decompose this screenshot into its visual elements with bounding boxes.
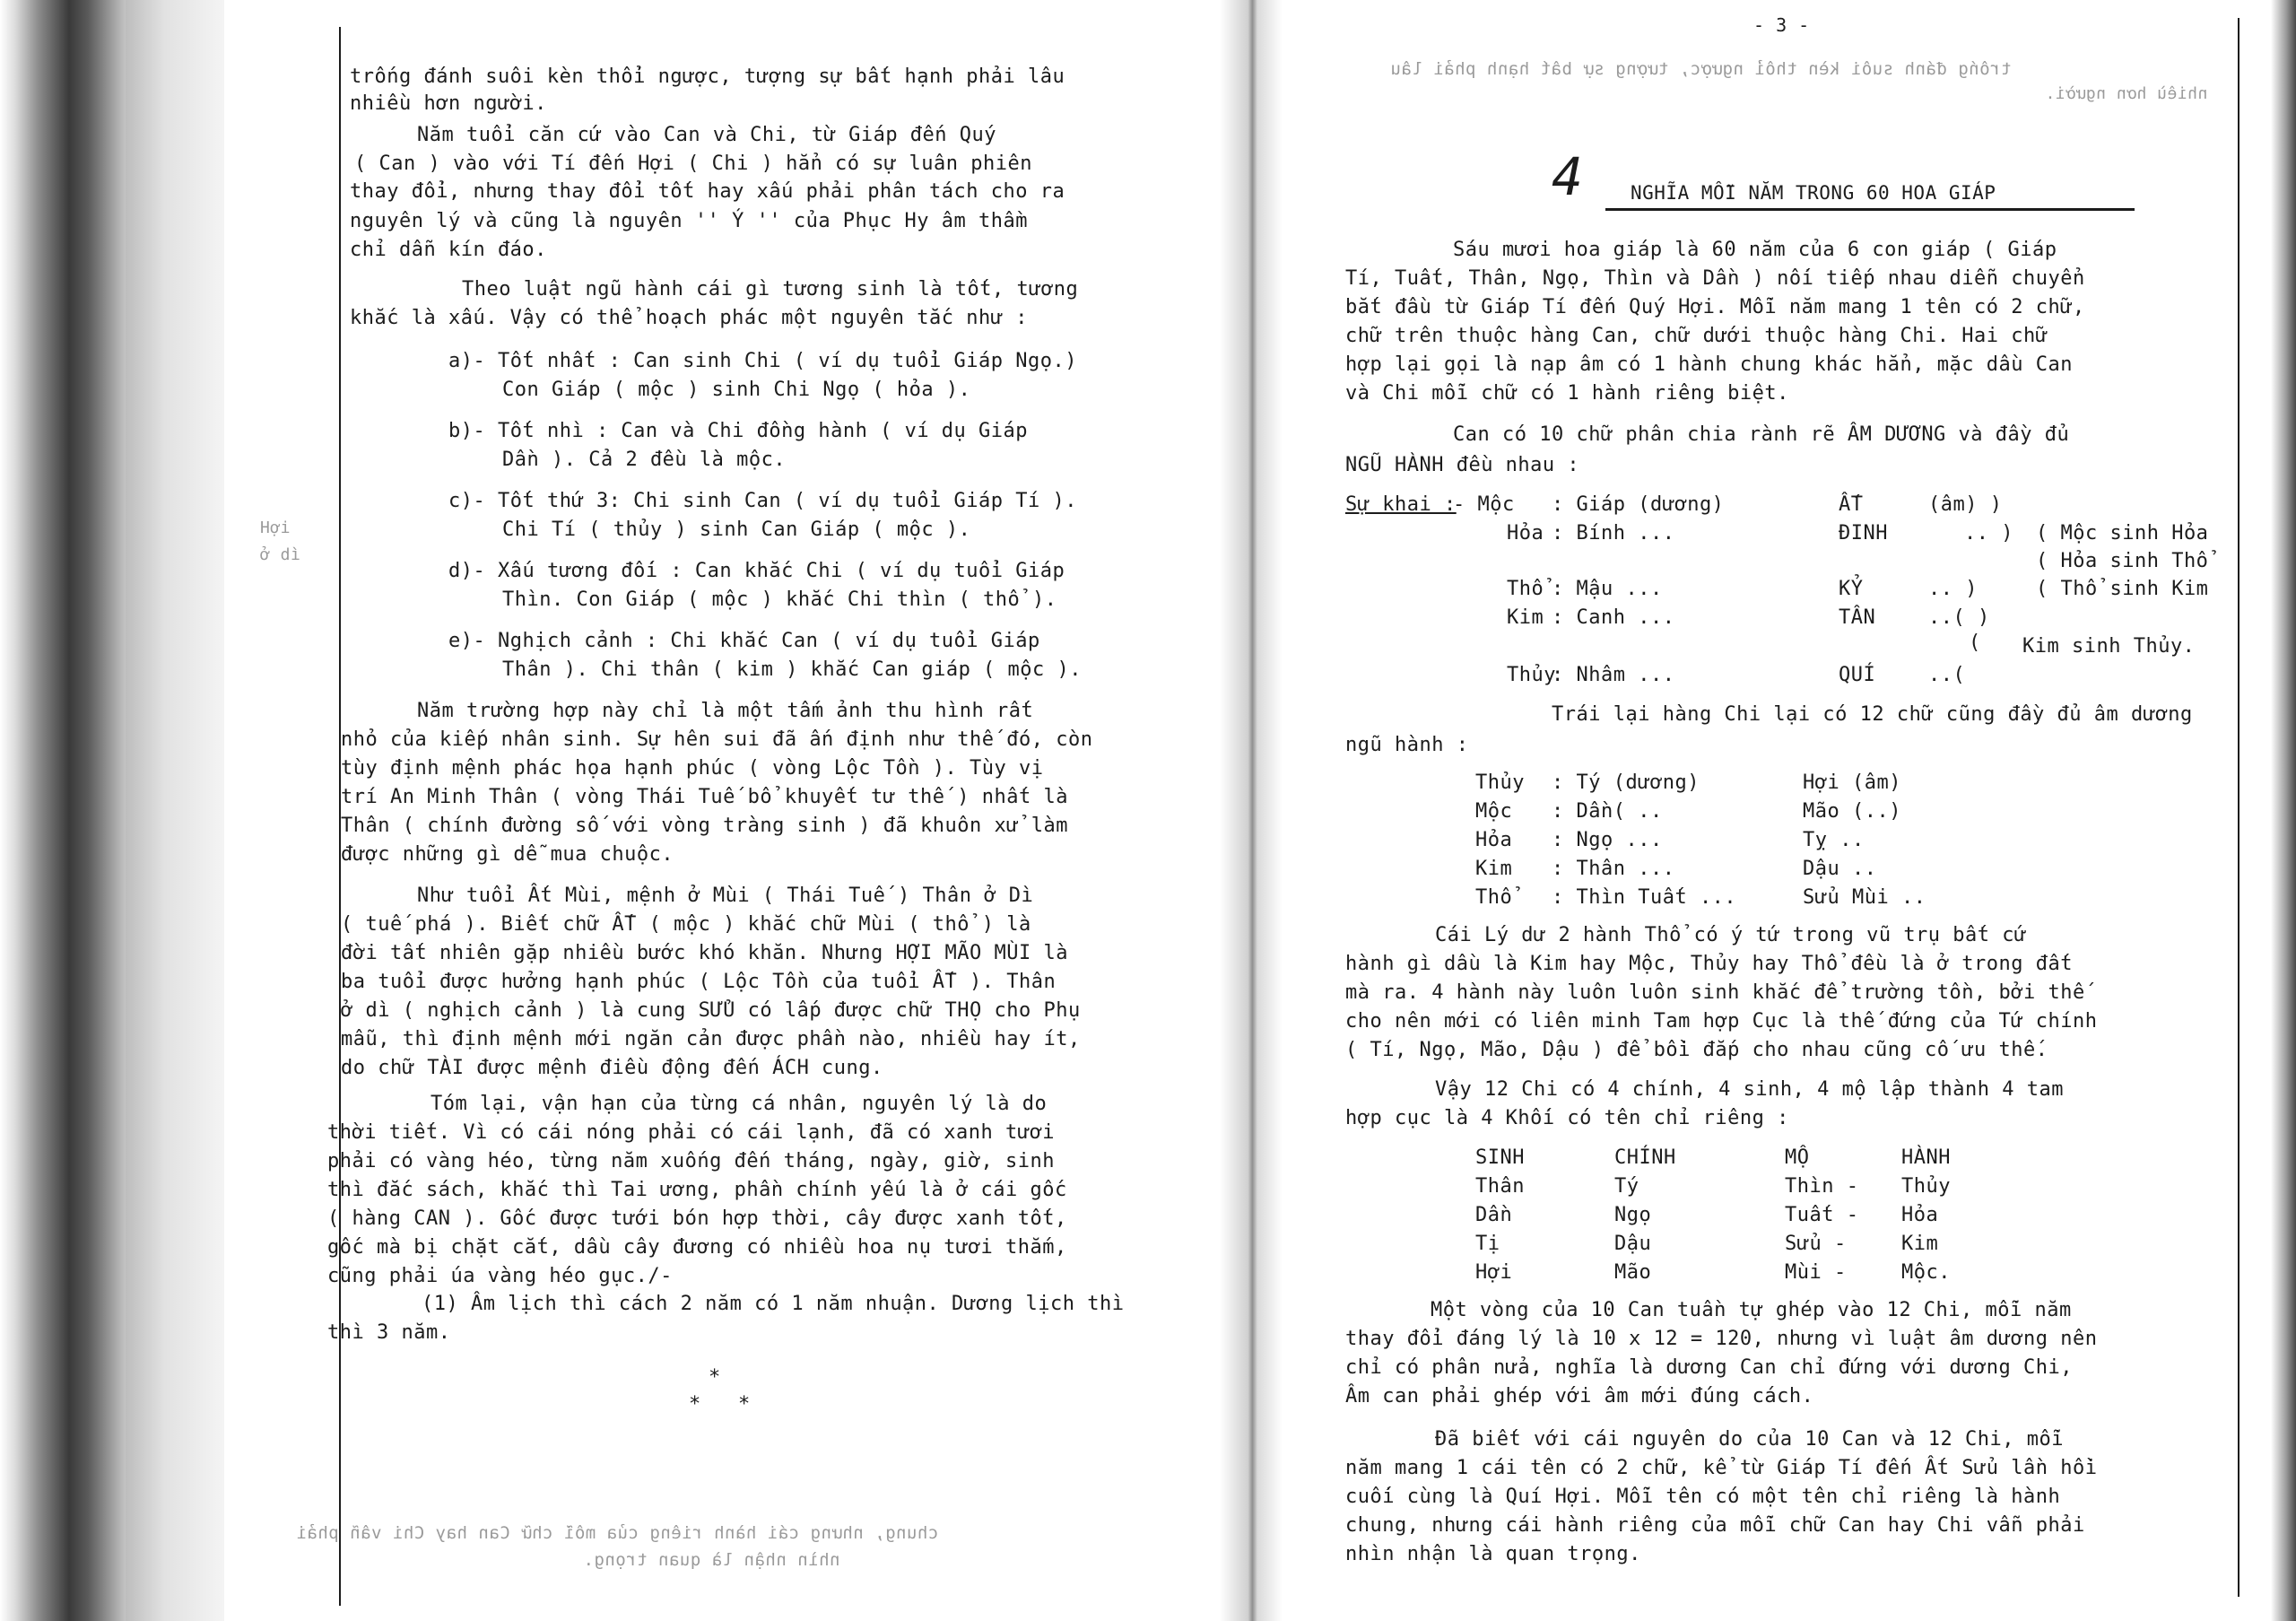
- can-am-note: (âm) ): [1928, 493, 2003, 516]
- bleed-text-mirrored: nhìn nhận là quan trọng.: [583, 1550, 840, 1570]
- text-line: trí An Minh Thân ( vòng Thái Tuế bổ khuyết tư thế ) nhất là: [341, 786, 1068, 808]
- group-header: CHÍNH: [1614, 1146, 1676, 1169]
- text-line: tùy định mệnh phác họa hạnh phúc ( vòng Lộc Tồn ). Tùy vị: [341, 757, 1044, 780]
- chi-hanh: Kim: [1475, 858, 1513, 880]
- text-line: NGŨ HÀNH đều nhau :: [1345, 454, 1580, 476]
- group-cell: Thân: [1475, 1175, 1525, 1198]
- text-line: ( Tí, Ngọ, Mão, Dậu ) để bồi đắp cho nhau cũng cố ưu thế.: [1345, 1039, 2048, 1061]
- text-line: Vậy 12 Chi có 4 chính, 4 sinh, 4 mộ lập thành 4 tam: [1435, 1078, 2065, 1101]
- can-duong: : Canh ...: [1552, 606, 1675, 629]
- text-line: chỉ có phân nửa, nghĩa là dương Can chỉ đứng với dương Chi,: [1345, 1356, 2073, 1379]
- text-line: ngũ hành :: [1345, 734, 1469, 756]
- text-line: Dần ). Cả 2 đều là mộc.: [502, 449, 787, 471]
- text-line: hợp lại gọi là nạp âm có 1 hành chung khác hẳn, mặc dầu Can: [1345, 353, 2073, 376]
- text-line: được những gì dễ mua chuộc.: [341, 843, 674, 866]
- text-line: chỉ dẫn kín đáo.: [350, 239, 547, 261]
- text-line: bắt đầu từ Giáp Tí đến Quý Hợi. Mỗi năm mang 1 tên có 2 chữ,: [1345, 296, 2085, 318]
- bleed-text-mirrored: trống đánh suôi kèn thổi ngược, tượng sự bất hạnh phải lâu: [1390, 59, 2012, 79]
- text-line: chung, nhưng cái hành riêng của mỗi chữ Can hay Chi vẫn phải: [1345, 1514, 2085, 1537]
- text-line: cho nên mới có liên minh Tam hợp Cục là thế đứng của Tứ chính: [1345, 1010, 2098, 1033]
- can-am-note: ..(: [1928, 664, 1966, 686]
- text-line: chữ trên thuộc hàng Can, chữ dưới thuộc hàng Chi. Hai chữ: [1345, 325, 2048, 347]
- text-line: Con Giáp ( mộc ) sinh Chi Ngọ ( hỏa ).: [502, 379, 971, 401]
- bleed-text-mirrored: nhiều hơn người.: [2045, 84, 2208, 103]
- group-cell: Dậu: [1614, 1233, 1652, 1255]
- text-line: ở dì ( nghịch cảnh ) là cung SỬU có lấp được chữ THỌ cho Phụ: [341, 999, 1081, 1022]
- text-line: Thìn. Con Giáp ( mộc ) khắc Chi thìn ( thổ ).: [502, 588, 1057, 611]
- text-line: thay đổi đáng lý là 10 x 12 = 120, nhưng vì luật âm dương nên: [1345, 1328, 2098, 1350]
- text-line: hợp cục là 4 Khối có tên chỉ riêng :: [1345, 1107, 1789, 1129]
- text-line: Thân ( chính đường số với vòng tràng sinh ) đã khuôn xử làm: [341, 815, 1068, 837]
- text-line: đời tất nhiên gặp nhiều bước khó khăn. Nhưng HỢI MÃO MÙI là: [341, 942, 1068, 964]
- group-header: SINH: [1475, 1146, 1525, 1169]
- text-line: Sáu mươi hoa giáp là 60 năm của 6 con giáp ( Giáp: [1453, 239, 2057, 261]
- right-page: [1283, 0, 2269, 1621]
- text-line: mẫu, thì định mệnh mới ngăn cản được phần nào, nhiều hay ít,: [341, 1028, 1081, 1050]
- text-line: ba tuổi được hưởng hạnh phúc ( Lộc Tồn của tuổi ẤT ). Thân: [341, 971, 1057, 993]
- text-line: Theo luật ngũ hành cái gì tương sinh là tốt, tương: [462, 278, 1079, 301]
- separator-asterisk: *: [709, 1366, 721, 1389]
- text-line: Năm trường hợp này chỉ là một tấm ảnh thu hình rất: [417, 700, 1034, 722]
- group-cell: Hỏa: [1901, 1204, 1939, 1226]
- book-gutter: [1220, 0, 1283, 1621]
- text-line: ( tuế phá ). Biết chữ ẤT ( mộc ) khắc chữ Mùi ( thổ ) là: [341, 913, 1031, 936]
- text-line: Một vòng của 10 Can tuần tự ghép vào 12 Chi, mỗi năm: [1431, 1299, 2072, 1321]
- text-line: mà ra. 4 hành này luôn luôn sinh khắc để trường tồn, bởi thế: [1345, 981, 2085, 1004]
- can-am: ĐINH: [1839, 522, 1888, 545]
- can-am: TÂN: [1839, 606, 1876, 629]
- chi-am: Hợi (âm): [1803, 771, 1901, 794]
- text-line: nhiều hơn người.: [350, 92, 547, 115]
- scan-shadow-left-soft: [126, 0, 224, 1621]
- chi-hanh: Thủy: [1475, 771, 1525, 794]
- sinh-note: Kim sinh Thủy.: [2022, 635, 2196, 658]
- text-line: thì đắc sách, khắc thì Tai ương, phần chính yếu là ở cái gốc: [327, 1179, 1067, 1201]
- chi-duong: : Ngọ ...: [1552, 829, 1663, 851]
- bleed-text: Hợi: [260, 519, 291, 537]
- page-border-line: [2238, 18, 2239, 1597]
- text-line: Tí, Tuất, Thân, Ngọ, Thìn và Dần ) nối tiếp nhau diễn chuyển: [1345, 267, 2085, 290]
- can-am-note: .. ): [1964, 522, 2013, 545]
- sinh-note: ( Mộc sinh Hỏa: [2036, 522, 2209, 545]
- chi-duong: : Thân ...: [1552, 858, 1675, 880]
- can-am-note: ..( ): [1928, 606, 1990, 629]
- text-line: Chi Tí ( thủy ) sinh Can Giáp ( mộc ).: [502, 519, 971, 541]
- can-table-label: Sự khai :: [1345, 493, 1457, 516]
- can-hanh: Hỏa: [1507, 522, 1544, 545]
- section-number: 4: [1552, 146, 1584, 207]
- can-hanh: Thổ: [1507, 578, 1544, 600]
- can-am: ẤT: [1839, 493, 1864, 516]
- can-am: KỶ: [1839, 578, 1864, 600]
- text-line: nhìn nhận là quan trọng.: [1345, 1543, 1641, 1565]
- text-line: khắc là xấu. Vậy có thể hoạch phác một nguyên tắc như :: [350, 307, 1028, 329]
- sinh-note: ( Hỏa sinh Thổ: [2036, 550, 2209, 572]
- chi-duong: : Thìn Tuất ...: [1552, 886, 1737, 909]
- text-line: Âm can phải ghép với âm mới đúng cách.: [1345, 1385, 1814, 1407]
- chi-hanh: Thổ: [1475, 886, 1513, 909]
- group-cell: Ngọ: [1614, 1204, 1652, 1226]
- chi-am: Sửu Mùi ..: [1803, 886, 1926, 909]
- can-duong: : Mậu ...: [1552, 578, 1663, 600]
- group-cell: Sửu -: [1785, 1233, 1847, 1255]
- chi-hanh: Hỏa: [1475, 829, 1513, 851]
- text-line: năm mang 1 cái tên có 2 chữ, kể từ Giáp Tí đến Ất Sửu lần hồi: [1345, 1457, 2098, 1479]
- can-duong: : Nhâm ...: [1552, 664, 1675, 686]
- group-cell: Hợi: [1475, 1261, 1513, 1284]
- sinh-note: (: [1969, 632, 1981, 654]
- separator-asterisks: * *: [689, 1393, 751, 1416]
- text-line: hành gì dầu là Kim hay Mộc, Thủy hay Thổ đều là ở trong đất: [1345, 953, 2073, 975]
- can-hanh: Kim: [1507, 606, 1544, 629]
- text-line: ( Can ) vào với Tí đến Hợi ( Chi ) hẳn có sự luân phiên: [354, 153, 1032, 175]
- text-line: Can có 10 chữ phân chia rành rẽ ÂM DƯƠNG và đầy đủ: [1453, 423, 2070, 446]
- chi-duong: : Tý (dương): [1552, 771, 1700, 794]
- text-line: và Chi mỗi chữ có 1 hành riêng biệt.: [1345, 382, 1789, 405]
- text-line: Cái Lý dư 2 hành Thổ có ý tứ trong vũ trụ bất cứ: [1435, 924, 2027, 946]
- chi-hanh: Mộc: [1475, 800, 1513, 823]
- group-cell: Mão: [1614, 1261, 1652, 1284]
- group-cell: Tý: [1614, 1175, 1639, 1198]
- text-line: phải có vàng héo, từng năm xuống đến tháng, ngày, giờ, sinh: [327, 1150, 1055, 1172]
- can-duong: : Bính ...: [1552, 522, 1675, 545]
- group-cell: Mùi -: [1785, 1261, 1847, 1284]
- group-cell: Thủy: [1901, 1175, 1951, 1198]
- text-line: Năm tuổi căn cứ vào Can và Chi, từ Giáp đến Quý: [417, 124, 997, 146]
- rule-b: b)- Tốt nhì : Can và Chi đồng hành ( ví dụ Giáp: [448, 420, 1029, 442]
- can-am: QUÍ: [1839, 664, 1876, 686]
- text-line: cuối cùng là Quí Hợi. Mỗi tên có một tên chỉ riêng là hành: [1345, 1486, 2061, 1508]
- text-line: thời tiết. Vì có cái nóng phải có cái lạnh, đã có xanh tươi: [327, 1121, 1055, 1144]
- text-line: nhỏ của kiếp nhân sinh. Sự hên sui đã ấn định như thế đó, còn: [341, 728, 1093, 751]
- sinh-note: ( Thổ sinh Kim: [2036, 578, 2209, 600]
- rule-a: a)- Tốt nhất : Can sinh Chi ( ví dụ tuổi Giáp Ngọ.): [448, 350, 1078, 372]
- can-hanh: - Mộc: [1453, 493, 1515, 516]
- text-line: Tóm lại, vận hạn của từng cá nhân, nguyên lý là do: [430, 1093, 1048, 1115]
- footnote: (1) Âm lịch thì cách 2 năm có 1 năm nhuận. Dương lịch thì: [422, 1293, 1125, 1315]
- can-hanh: Thủy: [1507, 664, 1556, 686]
- bleed-text-mirrored: chung, nhưng cái hành riêng của mỗi chữ Can hay Chi vẫn phải: [296, 1523, 939, 1543]
- group-cell: Mộc.: [1901, 1261, 1951, 1284]
- can-am-note: .. ): [1928, 578, 1978, 600]
- group-cell: Thìn -: [1785, 1175, 1859, 1198]
- text-line: Đã biết với cái nguyên do của 10 Can và 12 Chi, mỗi: [1435, 1428, 2065, 1451]
- bleed-text: ở dì: [260, 545, 301, 564]
- scan-shadow-left: [0, 0, 126, 1621]
- text-line: thay đổi, nhưng thay đổi tốt hay xấu phải phân tách cho ra: [350, 180, 1065, 203]
- group-cell: Tị: [1475, 1233, 1500, 1255]
- scan-shadow-right: [2271, 0, 2296, 1621]
- group-cell: Tuất -: [1785, 1204, 1859, 1226]
- section-heading: NGHĨA MỖI NĂM TRONG 60 HOA GIÁP: [1631, 182, 1996, 204]
- text-line: Như tuổi Ất Mùi, mệnh ở Mùi ( Thái Tuế ) Thân ở Dì: [417, 885, 1034, 907]
- group-cell: Dần: [1475, 1204, 1513, 1226]
- chi-am: Dậu ..: [1803, 858, 1877, 880]
- heading-underline: [1605, 208, 2135, 211]
- text-line: do chữ TÀI được mệnh điều động đến ÁCH cung.: [341, 1057, 883, 1079]
- can-duong: : Giáp (dương): [1552, 493, 1725, 516]
- left-page: [224, 0, 1220, 1621]
- text-line: ( hàng CAN ). Gốc được tưới bón hợp thời, cây được xanh tốt,: [327, 1207, 1067, 1230]
- chi-am: Mão (..): [1803, 800, 1901, 823]
- rule-e: e)- Nghịch cảnh : Chi khắc Can ( ví dụ tuổi Giáp: [448, 630, 1040, 652]
- text-line: gốc mà bị chặt cắt, dầu cây đương có nhiều hoa nụ tươi thắm,: [327, 1236, 1067, 1259]
- group-cell: Kim: [1901, 1233, 1939, 1255]
- group-header: HÀNH: [1901, 1146, 1951, 1169]
- footnote-cont: thì 3 năm.: [327, 1321, 451, 1344]
- text-line: cũng phải úa vàng héo gục./-: [327, 1265, 673, 1287]
- rule-c: c)- Tốt thứ 3: Chi sinh Can ( ví dụ tuổi Giáp Tí ).: [448, 490, 1078, 512]
- text-line: nguyên lý và cũng là nguyên '' Ý '' của Phục Hy âm thầm: [350, 210, 1028, 232]
- group-header: MỘ: [1785, 1146, 1810, 1169]
- chi-duong: : Dần( ..: [1552, 800, 1663, 823]
- page-number: - 3 -: [1753, 14, 1810, 36]
- text-line: Thân ). Chi thân ( kim ) khắc Can giáp ( mộc ).: [502, 658, 1083, 681]
- text-line: Trái lại hàng Chi lại có 12 chữ cũng đầy đủ âm dương: [1552, 703, 2193, 726]
- text-line: trống đánh suôi kèn thổi ngược, tượng sự bất hạnh phải lâu: [350, 65, 1065, 88]
- rule-d: d)- Xấu tương đối : Can khắc Chi ( ví dụ tuổi Giáp: [448, 560, 1065, 582]
- chi-am: Tỵ ..: [1803, 829, 1865, 851]
